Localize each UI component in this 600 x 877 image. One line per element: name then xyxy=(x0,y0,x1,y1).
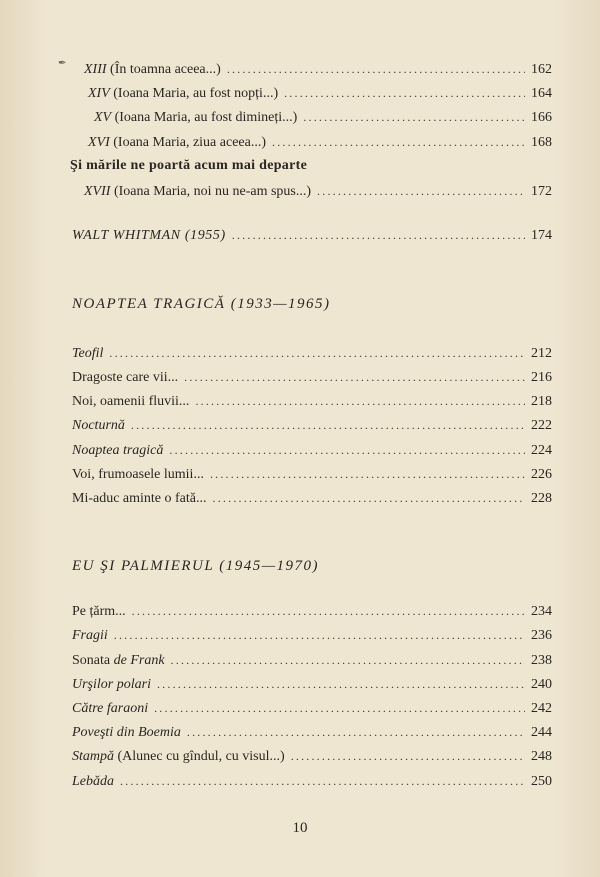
leader-dots xyxy=(132,604,525,619)
section-title: NOAPTEA TRAGICĂ (1933—1965) xyxy=(72,296,331,312)
entry-page: 228 xyxy=(531,491,552,506)
toc-entry xyxy=(94,110,552,126)
leader-dots xyxy=(317,184,525,199)
toc-entry xyxy=(72,628,552,644)
entry-page: 226 xyxy=(531,467,552,482)
entry-page: 174 xyxy=(531,228,552,243)
toc-entry xyxy=(72,467,552,483)
leader-dots xyxy=(184,370,525,385)
entry-page: 162 xyxy=(531,62,552,77)
entry-title: (Ioana Maria, au fost nopți...) xyxy=(113,86,279,101)
entry-page: 234 xyxy=(531,604,552,619)
entry-title-italic: de Frank xyxy=(113,653,165,668)
toc-entry xyxy=(72,394,552,410)
leader-dots xyxy=(232,228,525,243)
entry-title: Voi, frumoasele lumii... xyxy=(72,467,204,482)
entry-number: XV xyxy=(94,110,112,125)
entry-title: Teofil xyxy=(72,346,104,361)
subsection-heading: Şi mările ne poartă acum mai departe xyxy=(70,158,308,173)
toc-entry xyxy=(88,86,552,102)
toc-entry xyxy=(72,418,552,434)
entry-page: 250 xyxy=(531,774,552,789)
entry-page: 168 xyxy=(531,135,552,150)
leader-dots xyxy=(120,774,525,789)
leader-dots xyxy=(213,491,525,506)
entry-page: 236 xyxy=(531,628,552,643)
leader-dots xyxy=(303,110,525,125)
leader-dots xyxy=(131,418,525,433)
leader-dots xyxy=(169,443,525,458)
entry-title: (Ioana Maria, noi nu ne-am spus...) xyxy=(113,184,312,199)
leader-dots xyxy=(210,467,525,482)
leader-dots xyxy=(154,701,525,716)
leader-dots xyxy=(109,346,525,361)
leader-dots xyxy=(272,135,525,150)
entry-number: XIII xyxy=(84,62,107,77)
entry-title: Către faraoni xyxy=(72,701,149,716)
toc-entry xyxy=(72,370,552,386)
entry-number: XIV xyxy=(88,86,110,101)
entry-page: 166 xyxy=(531,110,552,125)
entry-page: 238 xyxy=(531,653,552,668)
toc-entry xyxy=(72,346,552,362)
leader-dots xyxy=(171,653,525,668)
entry-page: 172 xyxy=(531,184,552,199)
entry-page: 244 xyxy=(531,725,552,740)
toc-entry xyxy=(72,774,552,790)
entry-page: 224 xyxy=(531,443,552,458)
entry-title: Lebăda xyxy=(72,774,114,789)
leader-dots xyxy=(114,628,525,643)
entry-title: Dragoste care vii... xyxy=(72,370,179,385)
section-title: EU ŞI PALMIERUL (1945—1970) xyxy=(72,558,320,574)
toc-entry xyxy=(72,701,552,717)
entry-title: WALT WHITMAN (1955) xyxy=(72,228,226,243)
leader-dots xyxy=(195,394,525,409)
entry-page: 248 xyxy=(531,749,552,764)
leader-dots xyxy=(187,725,525,740)
leader-dots xyxy=(227,62,525,77)
toc-entry xyxy=(72,491,552,507)
entry-title: Fragii xyxy=(72,628,108,643)
entry-number: XVI xyxy=(88,135,110,150)
toc-entry xyxy=(72,653,552,669)
entry-page: 222 xyxy=(531,418,552,433)
toc-entry xyxy=(72,604,552,620)
entry-title: Noi, oamenii fluvii... xyxy=(72,394,190,409)
entry-subtitle: (Alunec cu gîndul, cu visul...) xyxy=(117,749,285,764)
toc-entry xyxy=(84,62,552,78)
ink-mark: ✒ xyxy=(58,58,67,69)
entry-title: Nocturnă xyxy=(72,418,125,433)
entry-title: Poveşti din Boemia xyxy=(72,725,181,740)
toc-entry xyxy=(88,135,552,151)
entry-title: (Ioana Maria, ziua aceea...) xyxy=(113,135,266,150)
entry-title: Pe țărm... xyxy=(72,604,126,619)
entry-page: 242 xyxy=(531,701,552,716)
leader-dots xyxy=(157,677,525,692)
toc-entry xyxy=(72,677,552,693)
entry-title: (În toamna aceea...) xyxy=(110,62,221,77)
entry-title: (Ioana Maria, au fost dimineți...) xyxy=(114,110,298,125)
entry-page: 164 xyxy=(531,86,552,101)
entry-page: 212 xyxy=(531,346,552,361)
entry-page: 216 xyxy=(531,370,552,385)
entry-title: Mi-aduc aminte o fată... xyxy=(72,491,207,506)
toc-entry xyxy=(72,749,552,765)
entry-page: 218 xyxy=(531,394,552,409)
toc-entry xyxy=(72,725,552,741)
entry-page: 240 xyxy=(531,677,552,692)
toc-entry xyxy=(84,184,552,200)
entry-title: Sonata xyxy=(72,653,111,668)
entry-title: Urşilor polari xyxy=(72,677,151,692)
page-number: 10 xyxy=(292,820,308,836)
toc-entry xyxy=(72,228,552,244)
leader-dots xyxy=(284,86,525,101)
leader-dots xyxy=(291,749,525,764)
entry-title: Noaptea tragică xyxy=(72,443,164,458)
toc-entry xyxy=(72,443,552,459)
entry-number: XVII xyxy=(84,184,111,199)
entry-title: Stampă xyxy=(72,749,114,764)
